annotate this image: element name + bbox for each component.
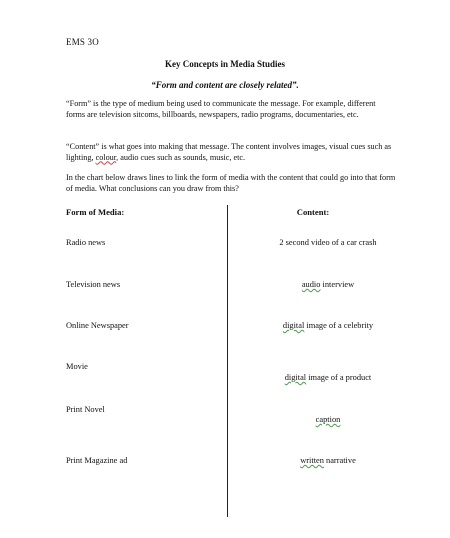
form-item-online-newspaper: Online Newspaper	[66, 321, 129, 330]
content-item-celebrity-image	[230, 321, 426, 330]
page-subtitle: “Form and content are closely related”.	[151, 80, 299, 90]
content-item-text: 2 second video of a car crash	[279, 238, 377, 247]
page-title: Key Concepts in Media Studies	[164, 59, 285, 69]
content-item-text: narrative	[323, 456, 356, 465]
content-item-text: interview	[320, 280, 355, 289]
content-item-audio-interview	[230, 280, 426, 289]
form-item-radio-news: Radio news	[66, 238, 106, 247]
content-item-flagged-word: audio	[301, 280, 321, 289]
form-item-movie: Movie	[66, 362, 88, 371]
column-divider	[227, 205, 228, 517]
course-code: EMS 3O	[66, 37, 99, 47]
content-item-product-image	[230, 373, 426, 382]
content-item-flagged-word: caption	[315, 415, 341, 424]
content-item-flagged-word: written	[300, 456, 324, 465]
chart-instructions: In the chart below draws lines to link the form of media with the content that could go into that form of media. What conclusions can you draw from this?	[66, 173, 396, 193]
form-item-print-novel: Print Novel	[66, 405, 105, 414]
content-item-car-crash-video	[230, 238, 426, 247]
content-definition	[66, 142, 396, 163]
form-of-media-header: Form of Media:	[66, 207, 125, 217]
content-item-caption	[230, 415, 426, 424]
content-item-text: image of a celebrity	[304, 321, 374, 330]
content-item-written-narrative	[230, 456, 426, 465]
form-item-print-magazine-ad: Print Magazine ad	[66, 456, 128, 465]
content-header: Content:	[296, 207, 330, 217]
content-item-flagged-word: digital	[282, 321, 305, 330]
content-item-flagged-word: digital	[284, 373, 307, 382]
form-definition: “Form” is the type of medium being used to communicate the message. For example, different forms are television sitcoms, billboards, newspapers, radio programs, documentaries, etc.	[66, 99, 376, 119]
content-definition-start: “Content” is what goes into making that message. The content involves images, visual cues such as lighting,	[66, 142, 392, 162]
form-item-television-news: Television news	[66, 280, 121, 289]
content-definition-end: , audio cues such as sounds, music, etc.	[116, 152, 246, 162]
content-item-text: image of a product	[306, 373, 372, 382]
content-definition-flagged-word: colour	[95, 152, 117, 162]
